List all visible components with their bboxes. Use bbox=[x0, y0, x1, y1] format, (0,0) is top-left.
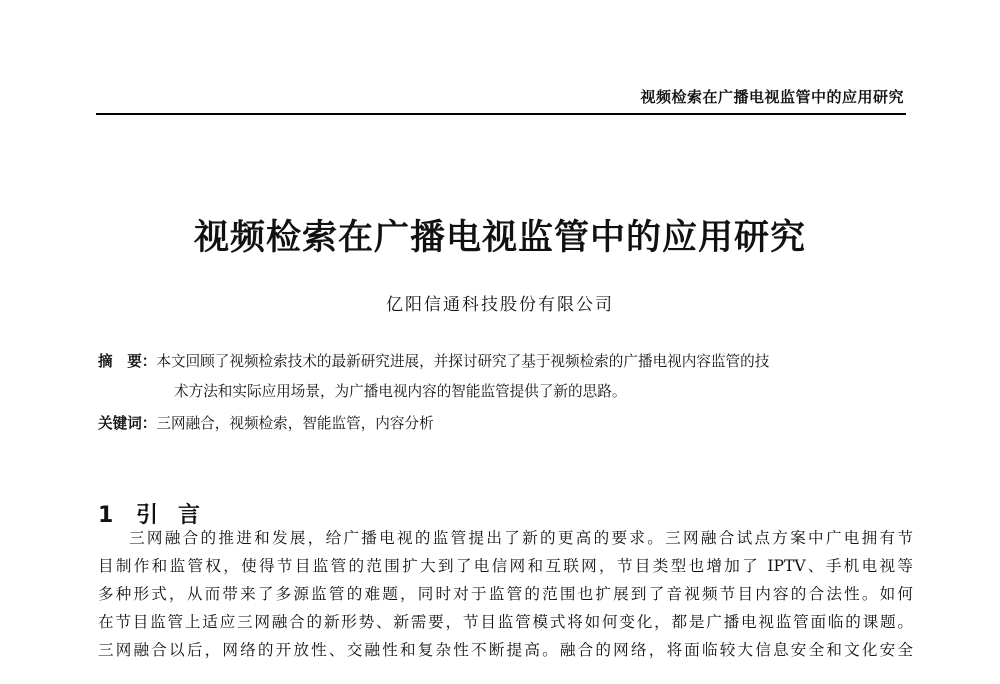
body-line: 多种形式，从而带来了多源监管的难题，同时对于监管的范围也扩展到了音视频节目内容的合法性。如何 bbox=[98, 585, 913, 603]
abstract-line-1 bbox=[98, 347, 910, 377]
body-line: 三网融合的推进和发展，给广播电视的监管提出了新的更高的要求。三网融合试点方案中广电拥有节 bbox=[129, 529, 913, 547]
affiliation: 亿阳信通科技股份有限公司 bbox=[386, 295, 614, 315]
keywords-label: 关键词： bbox=[98, 415, 157, 432]
body-line: 三网融合以后，网络的开放性、交融性和复杂性不断提高。融合的网络，将面临较大信息安全和文化安全 bbox=[98, 641, 913, 659]
abstract-label: 摘 要： bbox=[98, 353, 157, 370]
paper-title: 视频检索在广播电视监管中的应用研究 bbox=[193, 217, 806, 258]
abstract-text-2: 术方法和实际应用场景，为广播电视内容的智能监管提供了新的思路。 bbox=[174, 383, 627, 400]
body-line: 在节目监管上适应三网融合的新形势、新需要，节目监管模式将如何变化，都是广播电视监管面临的课题。 bbox=[98, 613, 913, 631]
section-number: 1 bbox=[98, 503, 114, 528]
abstract bbox=[98, 347, 910, 407]
body-text bbox=[98, 524, 913, 664]
body-line: 目制作和监管权，使得节目监管的范围扩大到了电信网和互联网，节目类型也增加了 IPTV、手机电视等 bbox=[98, 557, 913, 575]
keywords bbox=[98, 410, 434, 438]
abstract-text-1: 本文回顾了视频检索技术的最新研究进展，并探讨研究了基于视频检索的广播电视内容监管的技 bbox=[156, 353, 770, 370]
running-header: 视频检索在广播电视监管中的应用研究 bbox=[640, 88, 904, 106]
section-title: 引言 bbox=[136, 503, 221, 528]
header-rule bbox=[96, 113, 906, 115]
keywords-text: 三网融合，视频检索，智能监管，内容分析 bbox=[156, 415, 434, 432]
